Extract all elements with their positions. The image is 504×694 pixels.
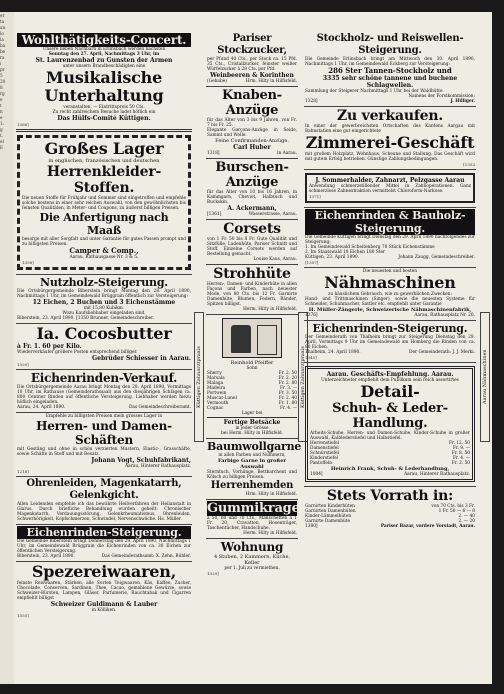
price-item: Muscat-Lunel — [207, 396, 237, 401]
margin-fragment: g — [0, 127, 3, 132]
ad-text: zu häuslichem Gebrauch, wie zu gewerblichen Zwecken: — [328, 292, 452, 297]
ad-straw-hats — [206, 265, 298, 315]
price-item: Kinder-Lämmelhüten — [305, 514, 352, 519]
margin-fragment: an — [0, 25, 6, 30]
ad-carpentry-sale — [304, 107, 476, 170]
ad-rubber-collars — [206, 500, 309, 539]
ad-number: [1353 — [463, 162, 475, 167]
wine-price-list — [207, 371, 297, 411]
margin-fragment: ba — [0, 43, 6, 48]
left-margin-strip — [0, 12, 14, 684]
ad-item: 12 Eichen, 2 Buchen und 3 Eichenstämme — [32, 299, 176, 306]
ad-number: [1357] — [305, 260, 319, 265]
price-item: Kinderstiefel — [310, 456, 339, 461]
margin-fragment: 5 — [0, 73, 3, 78]
margin-fragment: la — [0, 37, 4, 42]
ad-text: St. Laurenzenbad zu Gunsten der Armen — [35, 57, 173, 64]
ad-number: 1318] — [207, 151, 220, 156]
ad-timber-auction — [16, 275, 192, 324]
ad-body: Sammlung der Steigerer Nachmittags 1 Uhr bei der Waldhütte. — [305, 89, 444, 94]
ad-signature: Heinrich Frank, Schuh- & Lederhandlung, — [330, 466, 450, 472]
ad-title: Eichenrinden-Steigerung. — [17, 526, 191, 539]
ad-title: Stockholz- und Reiswellen-Steigerung. — [316, 33, 464, 56]
price-value: Fr. 3. 50 — [278, 391, 297, 396]
ad-signature: Hrm. Hilty in Hilfisfeld. — [245, 492, 297, 497]
margin-fragment: t — [0, 103, 2, 108]
ad-text: in jeder Grösse — [235, 426, 269, 431]
ad-title: Corsets — [223, 221, 281, 237]
ad-signature: Biberstein, 23. April 1890. [1350 Brunner, Gemeindeschreiber. — [17, 316, 155, 321]
ad-subtitle: Farbige Garne in großer Auswahl — [217, 458, 287, 470]
ad-title: Reinhold Pfeiffer — [230, 360, 274, 366]
ad-text: veranstalten. — Eintrittspreis 50 Cts. — [63, 105, 145, 110]
ad-groceries — [16, 562, 192, 620]
ad-health-clinic — [16, 477, 192, 525]
ad-title: Großes Lager — [44, 139, 164, 158]
ad-body: Die neuen Stoffe für Frühjahr und Sommer sind eingetroffen und empfehle solche bestens in einer sehr reichen Auswahl, von den gewöhnlichsten bis feinsten Qualitäten, in Meter- und Coupons, zu äußerst billigen Preisen. — [22, 196, 186, 211]
ad-body: mit großem Holzplatz, Wohnhaus, Scheune und Stallung. Das Geschäft wird mit gutem Erfolg betrieben. Günstige Zahlungsbedingungen. — [305, 152, 475, 162]
ad-number: 1218] — [17, 469, 29, 474]
side-tab-text: Küttigen Zahnarztpraxis — [300, 346, 306, 408]
ad-body: Wiederverkäufer größere Posten entsprechend billiger. — [17, 350, 138, 355]
side-tab-text: Aarau Nähmaschinen — [482, 349, 488, 405]
ad-title: Gummikragen — [207, 501, 309, 516]
price-item: Garnirte Damenhüte — [305, 519, 351, 524]
ad-cotton-yarn — [206, 439, 302, 500]
margin-fragment: E — [0, 145, 4, 150]
ad-title: Wohlthätigkeits-Concert. — [17, 33, 191, 47]
price-item: Madeira — [207, 386, 226, 391]
price-value: 2. — 40 — [458, 514, 475, 519]
ad-title: Nutzholz-Steigerung. — [40, 276, 168, 289]
ad-body: Herren-, Damen- und Kinderhüte in allen Façons und Farben, nach neuester Mode, von 80 Cts. bis 12 Fr. Garnirte Damenhüte, Blumen, Federn, Bänder, Spitzen billigst. — [207, 282, 297, 307]
ad-title: Aarau. Geschäfts-Empfehlung. Aarau. — [326, 371, 454, 378]
margin-fragment: ra — [0, 55, 5, 60]
ad-text: Lager bei — [241, 411, 263, 416]
column-1 — [16, 32, 192, 680]
ad-number: 1358] — [22, 260, 34, 265]
ad-text: Zu recht zahlreichem Besuche ladet höflich ein — [52, 110, 156, 115]
side-tab-text: Küttigen Zahnarztpraxis — [196, 346, 202, 408]
ad-bark-auction-thalheim — [304, 321, 476, 363]
margin-fragment: i — [0, 61, 2, 66]
price-item: Schnürstiefel — [310, 451, 340, 456]
ad-signature: Namens der Forstkommission: — [408, 94, 475, 99]
ad-signature: H. Müller-Zängerle, Schweizerische Nähmaschinenfabrik, — [308, 307, 472, 313]
margin-fragment: e — [0, 115, 3, 120]
margin-fragment: t. — [0, 133, 4, 138]
ad-title: Stets Vorrath in: — [326, 488, 454, 504]
ad-oak-bark-sale — [16, 370, 192, 413]
ad-date: Küttigen, 23. April 1890. — [305, 255, 360, 260]
ad-dentist — [304, 170, 476, 208]
ad-body: Die Gemeinde Küttigen bringt Dienstag den 29. April 1890 nachfolgendes zur Steigerung: — [305, 235, 475, 245]
ad-signature: A. Ackermann, — [227, 205, 277, 212]
price-value: Fr. 4. — — [452, 456, 470, 461]
ad-signature: Das Gemeinderathsamt: X. Zehn. Bühler. — [101, 554, 191, 559]
ad-wood-auction — [304, 32, 476, 107]
ad-body: per Pfund 40 Cts., per Stock ca. 15 Pfd. 35 Cts., Cristallzucker, feinster weißer Würfelzucker à 28 Cts. per Pfd. — [207, 57, 297, 72]
ad-oak-bark-auction — [16, 525, 192, 562]
ad-title: Pariser Stockzucker, — [217, 33, 287, 56]
ad-item: mit 15,80 Kubikm. — [83, 306, 125, 311]
ad-body: feinste Reiswaaren, Stärken, alle Sorten Teigwaaren, Käs, Kaffee, Zucker, Chocolade, Conserven, Sardinen, Thee, Cacao, gemahlene Gewürze, sowie Schweizer-Bürsten, Lampen, Gläser, Parfumerie, Rauchtabak und Cigarren empfiehlt billigst — [17, 581, 191, 601]
ad-number: 1328] — [305, 99, 318, 104]
ad-title: Ia. Cocosbutter — [36, 324, 172, 343]
ad-text: in allen Farben und Nummern, — [218, 453, 286, 458]
ad-text: unter unsern Brandbeschädigten eine — [62, 64, 146, 69]
ad-body: In einer der gewerbreichsten Ortschaften des Kantons Aargau mit Bahnstation eine gut eingerichtete — [305, 124, 475, 134]
price-value: Fr. 8. 50 — [451, 451, 470, 456]
ad-number: (Gehabe) — [207, 79, 227, 84]
vertical-side-tab-left — [194, 312, 204, 442]
shoe-price-list — [310, 441, 470, 466]
ad-item: 2. Im Staatswald 18 Eichen 180 Ster — [305, 250, 386, 255]
price-value: Fr. 3. — — [279, 386, 297, 391]
ad-signature: Camper & Comp., — [69, 246, 139, 255]
price-value: Fr. 4. — — [279, 406, 297, 411]
ad-body: Sterntuch, Vorhänge, Bettbarchent und Kölsch zu billigen Preisen. — [207, 470, 297, 480]
ad-headline: Detail- — [360, 382, 420, 401]
ad-text: per 1. Juli zu vermiethen. — [224, 566, 280, 571]
margin-fragment: el — [0, 139, 4, 144]
margin-fragment: pr — [0, 67, 5, 72]
ad-headline: Schuh- & Leder-Handlung. — [332, 401, 448, 431]
ad-text: Sonntag den 27. April, Nachmittags 3 Uhr, im — [48, 52, 160, 57]
price-value: Fr. 2. 50 — [278, 371, 297, 376]
ad-price: à Fr. 1. 60 per Kilo. — [17, 343, 82, 350]
price-value: Fr. 2. 50 — [451, 461, 470, 466]
ad-signature: Johann Zaugg, Gemeindeschreiber. — [398, 255, 475, 260]
ad-title: Spezereiwaaren, — [31, 562, 177, 581]
ad-text: Unsere lieben Nachbarn in Erlinsbach werden nächsten — [42, 47, 166, 52]
ad-number: 1380] — [305, 524, 318, 529]
ad-signature: Carl Huber — [233, 144, 271, 151]
margin-fragment: lo — [0, 31, 4, 36]
ad-signature: bei Herm. Hilty in Hilfisfeld. — [221, 431, 283, 436]
ad-youth-suits — [206, 159, 298, 220]
ad-number: 1355] — [17, 613, 29, 618]
price-value: Fr. 12. 50 — [449, 441, 470, 446]
ad-date: Aarau, 24. April 1890. — [17, 405, 66, 410]
ad-signature: Der Gemeinderath: J. J. Merki. — [409, 350, 475, 355]
margin-fragment: 8 — [0, 85, 3, 90]
ad-number: 1004] — [310, 472, 323, 477]
ad-title: Eichenrinden-Steigerung. — [312, 322, 468, 335]
newspaper-page — [14, 12, 492, 684]
ad-body: Elegante Garçons-Anzüge in Seide, Sammt und Wolle. — [207, 128, 297, 138]
price-item: Portwein — [207, 391, 227, 396]
ad-title: Nähmaschinen — [324, 273, 456, 292]
ad-subtitle: Weinbeeren & Korinthen — [210, 72, 294, 79]
ad-number: 1329] — [207, 571, 219, 576]
ad-subtitle: Herrenhemden — [210, 480, 294, 491]
ad-hats-stock — [304, 487, 476, 531]
ad-signature: Das Hülfs-Comité Küttigen. — [57, 115, 151, 122]
ad-body: Der Gemeinderath von Thalheim bringt zur Steigerung Dienstag den 29. April, Vormittags 9 Uhr im Gemeindewald am Homberg die Rinden von ca. 80 Eichen. — [305, 335, 475, 350]
ad-title: Strohhüte — [213, 266, 291, 282]
price-item: Garnirten Kinderhüten — [305, 504, 355, 509]
ad-signature: Johann Vogt, Schuhfabrikant, — [91, 457, 191, 464]
ad-title: Zu verkaufen. — [336, 108, 444, 124]
ad-signature: Gebrüder Schiesser in Aarau. — [92, 355, 191, 362]
ad-body: von 1 Fr. 50 bis 8 Fr. Gute Qualität und Sitzfülle, Ladenhüte, Pariser Schnitt und Stoff. Einzelne Corsets werden auf Bestellung gemacht. — [207, 237, 297, 257]
price-value: Fr. 9. — — [452, 446, 470, 451]
ad-text: Die neuesten und besten — [362, 269, 418, 274]
ad-number: 1366] — [17, 122, 29, 127]
right-dark-border — [492, 12, 504, 684]
price-value: Fr. 2. 40 — [278, 396, 297, 401]
ad-title: Ohrenleiden, Magenkatarrh, Gelenkgicht. — [26, 478, 182, 501]
ad-number: 1345] — [305, 355, 317, 360]
ad-body: Hand- und Trittmaschinen (Singer), sowie die neuesten Systeme für Schneider, Schuhmacher, Sattler etc. empfiehlt unter Garantie — [305, 297, 475, 307]
ad-shoe-uppers — [16, 413, 192, 477]
ad-address: in Kölliken. — [91, 608, 117, 613]
column-3 — [304, 32, 476, 680]
price-item: Herrenstiefel — [310, 441, 340, 446]
ad-text: in englischen, französischen und deutschen — [48, 158, 160, 164]
ad-boys-suits — [206, 87, 298, 159]
ad-apartment — [206, 539, 298, 578]
ad-title: Baumwollgarne — [207, 440, 302, 453]
ad-item: 286 Ster Tannen-Stockholz und — [328, 66, 452, 75]
ad-address: Aarau, Rathausplatz Nr. 20. — [414, 313, 475, 318]
margin-fragment: 1: — [0, 121, 5, 126]
price-item: Garnirten Damenhüten — [305, 509, 356, 514]
ad-subtitle: 4 Stuben, 2 Kammern, Küche, Keller — [213, 554, 291, 566]
ad-charity-concert — [16, 32, 192, 132]
margin-fragment: be — [0, 49, 6, 54]
margin-fragment: er — [0, 13, 5, 18]
price-value: Fr. 2. 20 — [278, 376, 297, 381]
margin-fragment: rg — [0, 91, 5, 96]
ad-body: Allen Leidenden empfehle ich das bewährte Heilverfahren der Heilanstalt in Glarus. Durch briefliche Behandlung wurden geheilt: Chronischer Magenkatarrh, Verdauungsstörung, Gelenkrheumatismus, Ohrenleiden, Schwerhörigkeit, Kopfschmerzen, Schwindel, Nervenschwäche. Hs. Müller. — [17, 502, 191, 522]
price-value: Fr. 2. 80 — [278, 381, 297, 386]
ad-cocosbutter — [16, 324, 192, 370]
ad-signature: Schweizer Guldimann & Lauber — [50, 601, 158, 608]
ad-wine-list — [206, 315, 298, 439]
ad-address: Aarau, Hinterer Rathausplatz. — [125, 464, 191, 469]
ad-text: Wozu Kaufsliebhaber eingeladen sind. — [62, 311, 146, 316]
ad-number: [1361] — [207, 212, 222, 217]
ad-signature: Pariser Bazar, vordere Vorstadt, Aarau. — [380, 524, 475, 529]
ad-date: Biberstein, 23. April 1890. — [17, 554, 75, 559]
ad-title: Herren- und Damen-Schäften — [36, 419, 172, 447]
ad-number: 1371] — [309, 194, 321, 199]
ad-oak-timber-auction — [304, 208, 476, 268]
ad-address: Aarau, Hinterer Rathausplatz. — [404, 472, 470, 477]
margin-fragment: 20 — [0, 79, 6, 84]
ad-body: Die Gemeinde Biberstein bringt Donnerstag den 29. April 1890, Nachmittags 1 Uhr, im Gemeindewald Brüggrain die Eichenrinden von ca. 30 Eichen zur öffentlichen Versteigerung. — [17, 539, 191, 554]
vertical-side-tab-right — [480, 312, 490, 442]
ad-item: 3335 sehr schöne tannene und buchene Schlagwellen. — [322, 75, 458, 89]
ad-body: Arbeits-Schuhe, Herren- und Damen-Schuhe, Kinder-Schuhe in großer Auswahl, Kalblederstiefel und Halbstiefel. — [310, 431, 470, 441]
ad-corsets — [206, 220, 298, 265]
ad-address: Aarau, Rathausgasse Nr. 3 & 5. — [69, 255, 139, 260]
ad-subtitle: Sohn — [246, 366, 258, 371]
ad-date: Thalheim, 24. April 1890. — [305, 350, 361, 355]
ad-signature: J. Hilliger. — [450, 99, 475, 104]
ad-text: Unterzeichneter empfiehlt dem Publikum sein reich assortirtes — [321, 378, 459, 383]
ad-headline: Musikalische Unterhaltung — [44, 68, 164, 105]
ad-body: besorge mit aller Sorgfalt und unter Garantie für gutes Passen prompt und zu billigsten Preisen. — [22, 237, 186, 247]
price-value: 1 Fr. 50 — 6 — 8 — [438, 509, 475, 514]
ad-body: Anwendung schmerzstillender Mittel in Zahnoperationen. Ganz schmerzlose Zahnextraktion vermittelst Chloroform-Narkose. — [309, 184, 471, 194]
price-item: Pantoffeln — [310, 461, 333, 466]
price-value: 2. — 20 — [458, 519, 475, 524]
price-item: Marsala — [207, 376, 225, 381]
ad-fabric-store — [16, 132, 192, 275]
ad-subtitle: Fertige Betsäcke — [223, 419, 281, 426]
ad-sewing-machines — [304, 268, 476, 321]
price-item: Malaga — [207, 381, 224, 386]
price-item: Cognac — [207, 406, 224, 411]
ad-title: J. Sommerhalder, Zahnarzt, Pelzgasse Aarau — [315, 177, 465, 184]
price-item: Vermouth — [207, 401, 229, 406]
ad-signature: Hrm. Hilty in Hilfisfeld. — [245, 79, 297, 84]
hat-price-list — [305, 504, 475, 524]
ad-item: 1. Im Gemeindewald Scheitenberg 70 Stück Eichenstämme — [305, 245, 435, 250]
ad-shoe-store — [304, 363, 476, 487]
ad-title: Burschen-Anzüge — [215, 160, 289, 190]
ad-body: für das Alter von 10 bis 16 Jahren, in Kammgarn, Cheviot, Halbtuch und Buckskin, — [207, 190, 297, 205]
ad-sugar — [206, 32, 298, 87]
ad-body: Die Ortsbürgergemeinde Biberstein bringt Montag den 28. April 1890, Nachmittags 1 Uhr, im Gemeindewald Brüggrain öffentlich zur Versteigerung: — [17, 289, 191, 299]
ad-signature: Louise Kaus, Aarau. — [253, 257, 297, 262]
margin-fragment: e — [0, 97, 3, 102]
price-item: Damenstiefel — [310, 446, 339, 451]
ad-number: 1376] — [305, 313, 318, 318]
ad-title: Eichenrinden-Verkauf. — [30, 371, 178, 385]
ad-headline: Zimmerei-Geschäft — [305, 133, 475, 152]
ad-body: Die Ortsbürgergemeinde Aarau bringt Montag den 28. April 1890, Vormittags 10 Uhr, im Rathause (Gemeinderathssaal) aus den diesjährigen Schlägen ca. 800 Centner Rinden auf öffentliche Versteigerung. Liebhaber werden hiezu höflich eingeladen. — [17, 385, 191, 405]
ad-title: Knaben-Anzüge — [222, 88, 282, 118]
ad-headline: Die Anfertigung nach Maaß — [39, 211, 169, 237]
margin-fragment: n — [0, 109, 3, 114]
ad-title: Eichenrinden & Bauholz-Steigerung. — [305, 209, 475, 235]
ad-title: Wohnung — [220, 540, 284, 554]
price-item: Sherry — [207, 371, 222, 376]
ad-address: in Aarau. — [277, 151, 297, 156]
ad-text: Feine Confirmanden-Anzüge. — [215, 138, 289, 144]
ad-text: Empfehle zu billigsten Preisen mein grosses Lager in — [45, 414, 163, 419]
price-value: Fr. 1. 80 — [278, 401, 297, 406]
ad-address: Wasserstrasse, Aarau. — [248, 212, 297, 217]
ad-headline: Herrenkleider-Stoffen. — [46, 164, 162, 196]
wine-bottle-illustration — [222, 318, 282, 358]
price-value: von 70 Cts. bis 3 Fr. — [431, 504, 475, 509]
ad-signature: Herm. Hilty in Hilfisfeld. — [243, 307, 297, 312]
ad-body: mit Gestäng und ohne in schön verzierten Mustern, Elastic-, Grasschäfte, sowie Schäfte in Stoff und mit Besatz. — [17, 447, 191, 457]
ad-signature: Herm. Hilty in Hilfisfeld. — [243, 531, 297, 536]
ad-body: à 50, 60 und 70 Cts., Manschetten à 1 Fr. 20, Cravatten, Hosenträger, Taschentücher, Handschuhe. — [207, 516, 297, 531]
margin-fragment: ta — [0, 19, 5, 24]
ad-body: Die Gemeinde Erlinsbach bringt am Mittwoch den 30. April 1890, Nachmittags 1 Uhr, im Gemeindewald Eckberg zur Versteigerung: — [305, 57, 475, 67]
ad-number: 1320] — [17, 362, 29, 367]
ad-body: für das Alter von 3 bis 9 Jahren, von Fr. 7 bis Fr. 25. — [207, 118, 297, 128]
ad-signature: Das Gemeindeschreiberamt. — [128, 405, 191, 410]
